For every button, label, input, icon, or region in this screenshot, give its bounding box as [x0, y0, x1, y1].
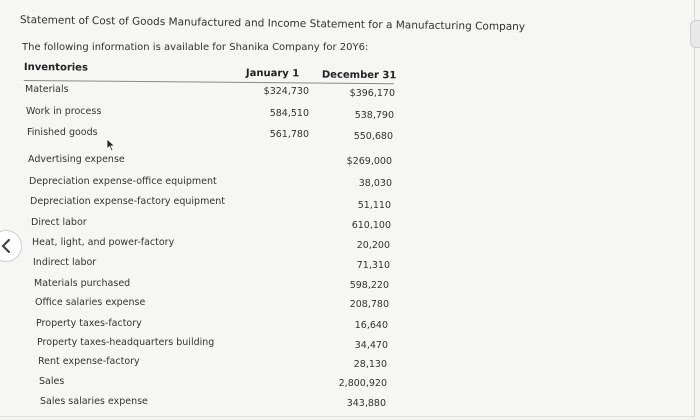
expense-label: Property taxes-factory	[36, 318, 142, 329]
expense-label: Sales salaries expense	[40, 396, 148, 407]
row-label: Finished goods	[27, 127, 98, 138]
expense-value: 16,640	[354, 320, 388, 331]
side-handle[interactable]	[690, 20, 700, 48]
expense-value: 71,310	[356, 260, 390, 271]
expense-label: Heat, light, and power-factory	[32, 237, 175, 248]
expense-value: 28,130	[353, 359, 387, 370]
chevron-left-glyph	[0, 238, 13, 254]
column-january-1: January 1	[245, 67, 300, 80]
expense-label: Sales	[39, 376, 65, 387]
page-title: Statement of Cost of Goods Manufactured and Income Statement for a Manufacturing Company	[19, 14, 526, 34]
intro-text: The following information is available for Shanika Company for 20Y6:	[22, 42, 369, 53]
expense-label: Rent expense-factory	[38, 356, 140, 367]
expense-label: Materials purchased	[34, 278, 131, 289]
column-december-31: December 31	[321, 69, 397, 82]
expense-label: Direct labor	[31, 217, 87, 228]
row-jan-value: $324,730	[263, 86, 309, 97]
expense-label: Office salaries expense	[35, 297, 146, 308]
expense-label: Depreciation expense-office equipment	[29, 176, 217, 187]
expense-label: Depreciation expense-factory equipment	[30, 196, 225, 207]
inventories-heading: Inventories	[23, 61, 88, 74]
expense-label: Indirect labor	[33, 257, 97, 268]
expense-value: 2,800,920	[338, 378, 387, 389]
expense-label: Advertising expense	[28, 154, 125, 165]
inventory-row-materials	[25, 84, 395, 98]
expense-value: 51,110	[357, 200, 391, 211]
expense-label: Property taxes-headquarters building	[37, 337, 215, 348]
mouse-pointer-icon	[106, 138, 116, 152]
row-jan-value: 584,510	[269, 108, 309, 119]
expense-value: 598,220	[349, 280, 389, 291]
row-label: Materials	[25, 84, 69, 95]
row-jan-value: 561,780	[269, 129, 309, 140]
inventory-row-finished-goods	[27, 127, 393, 141]
row-dec-value: $396,170	[349, 88, 395, 99]
row-dec-value: 538,790	[354, 110, 394, 121]
row-label: Work in process	[26, 106, 102, 117]
expense-value: 208,780	[349, 299, 389, 310]
expense-value: 34,470	[354, 340, 388, 351]
expense-value: 38,030	[358, 178, 392, 189]
expense-value: $269,000	[346, 156, 392, 167]
inventory-row-work-in-process	[26, 106, 394, 120]
expense-value: 343,880	[346, 398, 386, 409]
row-dec-value: 550,680	[353, 131, 393, 142]
expense-value: 20,200	[356, 240, 390, 251]
expense-value: 610,100	[351, 220, 391, 231]
inventories-header	[23, 60, 397, 84]
